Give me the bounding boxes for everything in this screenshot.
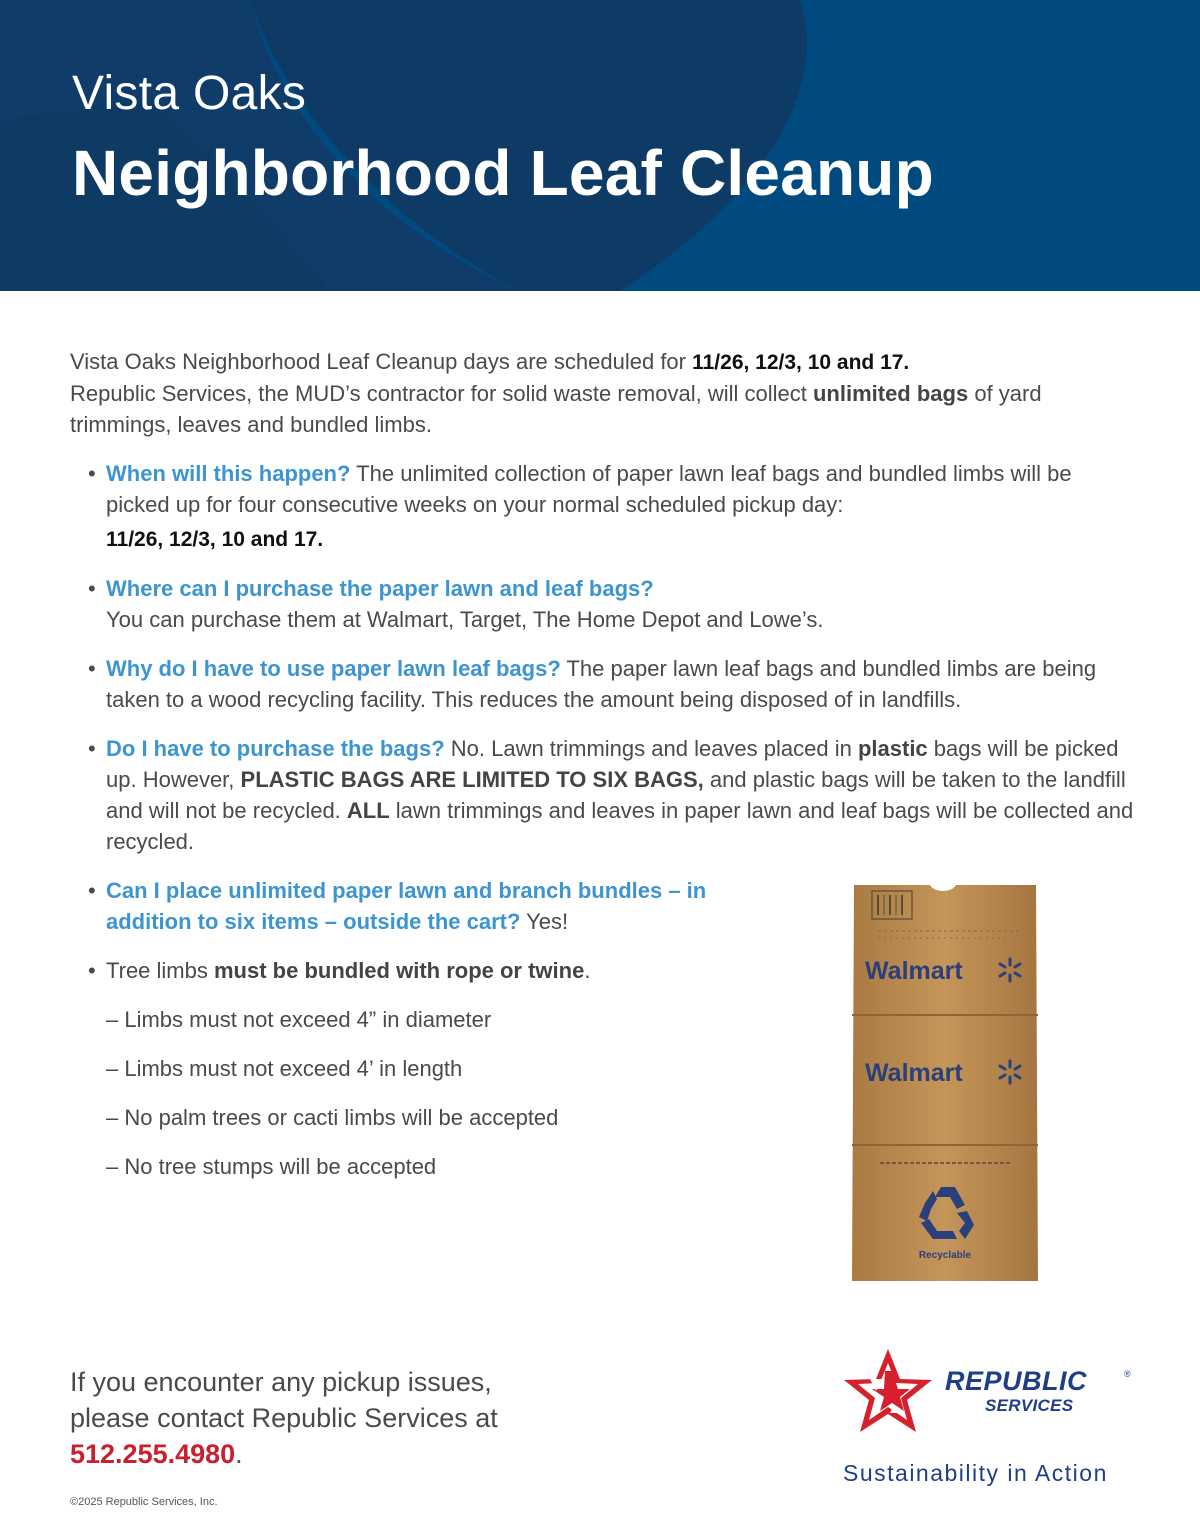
faq-item-when — [88, 458, 1140, 555]
faq-item-where — [88, 573, 1140, 635]
intro-text-3: of yard trimmings, leaves and bundled limbs. — [70, 381, 1042, 437]
intro-text-2: Republic Services, the MUD’s contractor for solid waste removal, will collect — [70, 381, 813, 406]
bullet-dot: • — [88, 736, 96, 761]
contact-period: . — [235, 1439, 243, 1469]
faq-question: Why do I have to use paper lawn leaf bags? — [106, 656, 561, 681]
limbs-text-2: . — [584, 958, 591, 983]
contact-line-1: If you encounter any pickup issues, — [70, 1367, 492, 1397]
copyright: ©2025 Republic Services, Inc. — [70, 1496, 218, 1508]
faq-answer-part: bags will be picked up. However, — [106, 736, 1119, 792]
limb-rule: – Limbs must not exceed 4’ in length — [106, 1056, 463, 1081]
contact-info — [70, 1364, 590, 1472]
faq-item-why — [88, 653, 1140, 715]
faq-question: Do I have to purchase the bags? — [106, 736, 445, 761]
faq-answer: Yes! — [520, 909, 569, 934]
page-title: Neighborhood Leaf Cleanup — [72, 137, 934, 209]
bullet-dot: • — [88, 576, 96, 601]
bullet-dot: • — [88, 461, 96, 486]
limb-rule: – No palm trees or cacti limbs will be accepted — [106, 1105, 559, 1130]
bag-brand-text: Walmart — [865, 957, 963, 985]
faq-answer-bold: ALL — [346, 798, 390, 823]
header-subtitle: Vista Oaks — [72, 67, 307, 120]
limb-rule: – Limbs must not exceed 4” in diameter — [106, 1007, 492, 1032]
logo-tagline: Sustainability in Action — [843, 1460, 1108, 1486]
bullet-dot: • — [88, 656, 96, 681]
faq-answer-part: lawn trimmings and leaves in paper lawn and leaf bags will be collected and recycled. — [106, 798, 1134, 854]
faq-answer-bold: PLASTIC BAGS ARE LIMITED TO SIX BAGS, — [240, 767, 704, 792]
faq-item-bundles — [88, 875, 748, 937]
bag-recyclable-label: Recyclable — [918, 1250, 972, 1261]
faq-answer-part: and plastic bags will be taken to the landfill and will not be recycled. — [106, 767, 1126, 823]
faq-item-purchase — [88, 733, 1140, 857]
faq-dates: 11/26, 12/3, 10 and 17. — [106, 528, 324, 551]
faq-question: Can I place unlimited paper lawn and branch bundles – in addition to six items – outside the cart? — [106, 878, 707, 934]
bullet-dot: • — [88, 878, 96, 903]
logo-wordmark-services: SERVICES — [985, 1396, 1074, 1415]
contact-line-2: please contact Republic Services at — [70, 1403, 498, 1433]
faq-answer: You can purchase them at Walmart, Target, The Home Depot and Lowe’s. — [106, 607, 824, 632]
limbs-text-1: Tree limbs — [106, 958, 214, 983]
intro-dates: 11/26, 12/3, 10 and 17. — [692, 351, 910, 374]
logo-wordmark-republic: REPUBLIC — [945, 1366, 1088, 1396]
intro-paragraph — [70, 346, 1140, 440]
logo-registered-mark: ® — [1124, 1369, 1131, 1379]
bullet-dot: • — [88, 958, 96, 983]
faq-question: When will this happen? — [106, 461, 351, 486]
paper-bag-image — [850, 883, 1040, 1283]
limbs-bold: must be bundled with rope or twine — [213, 958, 585, 983]
faq-answer: The paper lawn leaf bags and bundled limbs are being taken to a wood recycling facility. This reduces the amount being disposed of in landfills. — [106, 656, 1097, 712]
limb-rule: – No tree stumps will be accepted — [106, 1154, 437, 1179]
bag-brand-text: Walmart — [865, 1059, 963, 1087]
faq-question: Where can I purchase the paper lawn and leaf bags? — [106, 576, 654, 601]
faq-answer-bold: plastic — [857, 736, 928, 761]
faq-answer: The unlimited collection of paper lawn leaf bags and bundled limbs will be picked up for four consecutive weeks on your normal scheduled pickup day: — [106, 461, 1072, 517]
phone-number[interactable]: 512.255.4980 — [70, 1439, 236, 1469]
intro-bold: unlimited bags — [812, 381, 969, 406]
intro-text-1: Vista Oaks Neighborhood Leaf Cleanup days are scheduled for — [70, 349, 693, 374]
faq-answer-part: No. Lawn trimmings and leaves placed in — [444, 736, 858, 761]
paper-bag-illustration — [850, 883, 1040, 1283]
header-banner — [0, 0, 1200, 291]
